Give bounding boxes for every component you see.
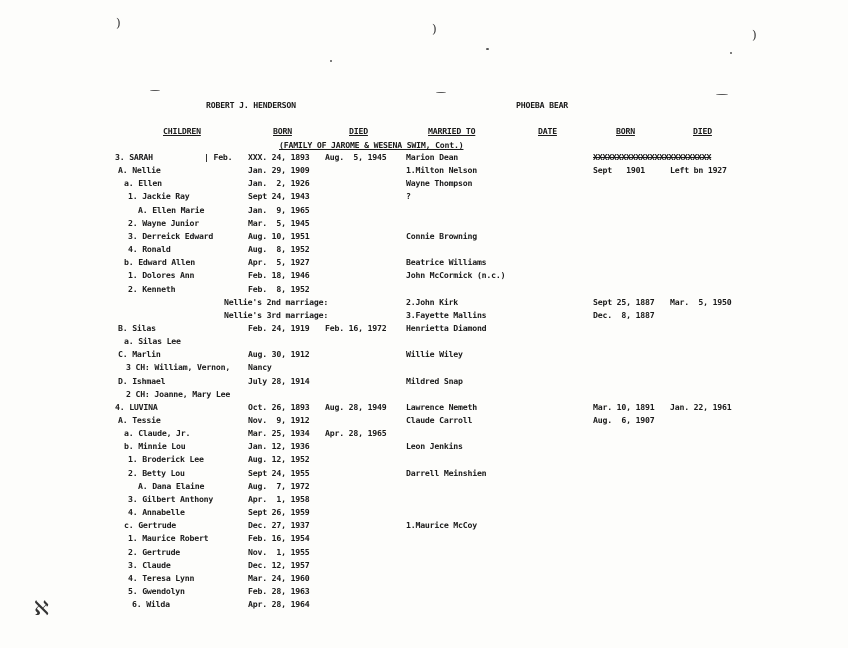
row-21-d: Apr. 28, 1965 xyxy=(325,428,387,438)
row-2-m: Wayne Thompson xyxy=(406,178,473,188)
row-12-m: 3.Fayette Mallins xyxy=(406,310,487,320)
scan-mark: ) xyxy=(752,28,757,42)
row-17-c: D. Ishmael xyxy=(118,376,166,386)
row-8-m: Beatrice Williams xyxy=(406,257,487,267)
row-0-d: Aug. 5, 1945 xyxy=(325,152,387,162)
row-21-b: Mar. 25, 1934 xyxy=(248,428,310,438)
row-0-b: XXX. 24, 1893 xyxy=(248,152,310,162)
row-18-c: 2 CH: Joanne, Mary Lee xyxy=(126,389,231,399)
row-19-b: Oct. 26, 1893 xyxy=(248,402,310,412)
row-22-c: b. Minnie Lou xyxy=(124,441,186,451)
row-6-c: 3. Derreick Edward xyxy=(128,231,214,241)
scan-speck xyxy=(330,60,332,62)
row-21-c: a. Claude, Jr. xyxy=(124,428,191,438)
row-32-b: Mar. 24, 1960 xyxy=(248,573,310,583)
row-4-c: A. Ellen Marie xyxy=(138,205,205,215)
row-5-c: 2. Wayne Junior xyxy=(128,218,199,228)
col-date: DATE xyxy=(538,126,557,136)
family-note: (FAMILY OF JAROME & WESENA SWIM, Cont.) xyxy=(279,140,464,150)
row-31-c: 3. Claude xyxy=(128,560,171,570)
row-0-c: 3. SARAH xyxy=(115,152,153,162)
row-3-c: 1. Jackie Ray xyxy=(128,191,190,201)
scan-speck xyxy=(436,92,446,93)
row-24-m: Darrell Meinshien xyxy=(406,468,487,478)
row-6-b: Aug. 10, 1951 xyxy=(248,231,310,241)
col-died-spouse: DIED xyxy=(693,126,712,136)
row-30-b: Nov. 1, 1955 xyxy=(248,547,310,557)
row-25-b: Aug. 7, 1972 xyxy=(248,481,310,491)
row-15-m: Willie Wiley xyxy=(406,349,463,359)
row-0-feb: | Feb. xyxy=(204,152,233,162)
row-15-c: C. Marlin xyxy=(118,349,161,359)
row-1-b2: Sept 1901 xyxy=(593,165,646,175)
row-11-mid: Nellie's 2nd marriage: xyxy=(224,297,329,307)
row-19-d: Aug. 28, 1949 xyxy=(325,402,387,412)
row-0-b2: XXXXXXXXXXXXXXXXXXXXXXXXX xyxy=(593,152,712,162)
scan-speck xyxy=(730,52,732,54)
row-7-b: Aug. 8, 1952 xyxy=(248,244,310,254)
row-22-m: Leon Jenkins xyxy=(406,441,463,451)
row-34-b: Apr. 28, 1964 xyxy=(248,599,310,609)
row-24-c: 2. Betty Lou xyxy=(128,468,185,478)
row-19-m: Lawrence Nemeth xyxy=(406,402,477,412)
row-32-c: 4. Teresa Lynn xyxy=(128,573,195,583)
col-born: BORN xyxy=(273,126,292,136)
row-31-b: Dec. 12, 1957 xyxy=(248,560,310,570)
row-13-m: Henrietta Diamond xyxy=(406,323,487,333)
row-13-c: B. Silas xyxy=(118,323,156,333)
row-33-c: 5. Gwendolyn xyxy=(128,586,185,596)
handwritten-mark: ℵ xyxy=(34,596,49,620)
row-9-b: Feb. 18, 1946 xyxy=(248,270,310,280)
row-7-c: 4. Ronald xyxy=(128,244,171,254)
row-1-b: Jan. 29, 1909 xyxy=(248,165,310,175)
row-11-b2: Sept 25, 1887 xyxy=(593,297,655,307)
row-25-c: A. Dana Elaine xyxy=(138,481,205,491)
row-27-b: Sept 26, 1959 xyxy=(248,507,310,517)
scan-speck xyxy=(150,90,160,91)
row-27-c: 4. Annabelle xyxy=(128,507,185,517)
row-16-b: Nancy xyxy=(248,362,272,372)
row-9-m: John McCormick (n.c.) xyxy=(406,270,506,280)
row-15-b: Aug. 30, 1912 xyxy=(248,349,310,359)
scan-mark: ) xyxy=(116,16,121,30)
row-22-b: Jan. 12, 1936 xyxy=(248,441,310,451)
row-0-m: Marion Dean xyxy=(406,152,459,162)
row-8-c: b. Edward Allen xyxy=(124,257,195,267)
row-28-b: Dec. 27, 1937 xyxy=(248,520,310,530)
row-33-b: Feb. 28, 1963 xyxy=(248,586,310,596)
row-6-m: Connie Browning xyxy=(406,231,477,241)
row-23-b: Aug. 12, 1952 xyxy=(248,454,310,464)
row-13-b: Feb. 24, 1919 xyxy=(248,323,310,333)
husband-name: ROBERT J. HENDERSON xyxy=(206,100,296,110)
col-married-to: MARRIED TO xyxy=(428,126,476,136)
row-14-c: a. Silas Lee xyxy=(124,336,181,346)
row-28-m: 1.Maurice McCoy xyxy=(406,520,477,530)
row-1-c: A. Nellie xyxy=(118,165,161,175)
row-3-m: ? xyxy=(406,191,411,201)
col-children: CHILDREN xyxy=(163,126,201,136)
row-17-m: Mildred Snap xyxy=(406,376,463,386)
row-23-c: 1. Broderick Lee xyxy=(128,454,204,464)
row-28-c: c. Gertrude xyxy=(124,520,177,530)
wife-name: PHOEBA BEAR xyxy=(516,100,569,110)
row-30-c: 2. Gertrude xyxy=(128,547,181,557)
row-19-c: 4. LUVINA xyxy=(115,402,158,412)
row-24-b: Sept 24, 1955 xyxy=(248,468,310,478)
row-1-m: 1.Milton Nelson xyxy=(406,165,477,175)
col-died: DIED xyxy=(349,126,368,136)
row-20-m: Claude Carroll xyxy=(406,415,473,425)
row-26-c: 3. Gilbert Anthony xyxy=(128,494,214,504)
row-10-c: 2. Kenneth xyxy=(128,284,176,294)
row-10-b: Feb. 8, 1952 xyxy=(248,284,310,294)
row-11-m: 2.John Kirk xyxy=(406,297,459,307)
row-19-d2: Jan. 22, 1961 xyxy=(670,402,732,412)
row-29-c: 1. Maurice Robert xyxy=(128,533,209,543)
row-20-c: A. Tessie xyxy=(118,415,161,425)
row-3-b: Sept 24, 1943 xyxy=(248,191,310,201)
row-26-b: Apr. 1, 1958 xyxy=(248,494,310,504)
row-9-c: 1. Dolores Ann xyxy=(128,270,195,280)
row-17-b: July 28, 1914 xyxy=(248,376,310,386)
row-12-mid: Nellie's 3rd marriage: xyxy=(224,310,329,320)
row-20-b2: Aug. 6, 1907 xyxy=(593,415,655,425)
row-5-b: Mar. 5, 1945 xyxy=(248,218,310,228)
scan-mark: ) xyxy=(432,22,437,36)
row-13-d: Feb. 16, 1972 xyxy=(325,323,387,333)
row-8-b: Apr. 5, 1927 xyxy=(248,257,310,267)
row-2-c: a. Ellen xyxy=(124,178,162,188)
row-11-d2: Mar. 5, 1950 xyxy=(670,297,732,307)
row-16-c: 3 CH: William, Vernon, xyxy=(126,362,231,372)
row-12-b2: Dec. 8, 1887 xyxy=(593,310,655,320)
row-29-b: Feb. 16, 1954 xyxy=(248,533,310,543)
col-born-spouse: BORN xyxy=(616,126,635,136)
row-2-b: Jan. 2, 1926 xyxy=(248,178,310,188)
scan-speck xyxy=(486,48,489,50)
row-34-c: 6. Wilda xyxy=(132,599,170,609)
row-1-d2: Left bn 1927 xyxy=(670,165,727,175)
row-4-b: Jan. 9, 1965 xyxy=(248,205,310,215)
scan-speck xyxy=(716,94,728,95)
row-19-b2: Mar. 10, 1891 xyxy=(593,402,655,412)
row-20-b: Nov. 9, 1912 xyxy=(248,415,310,425)
